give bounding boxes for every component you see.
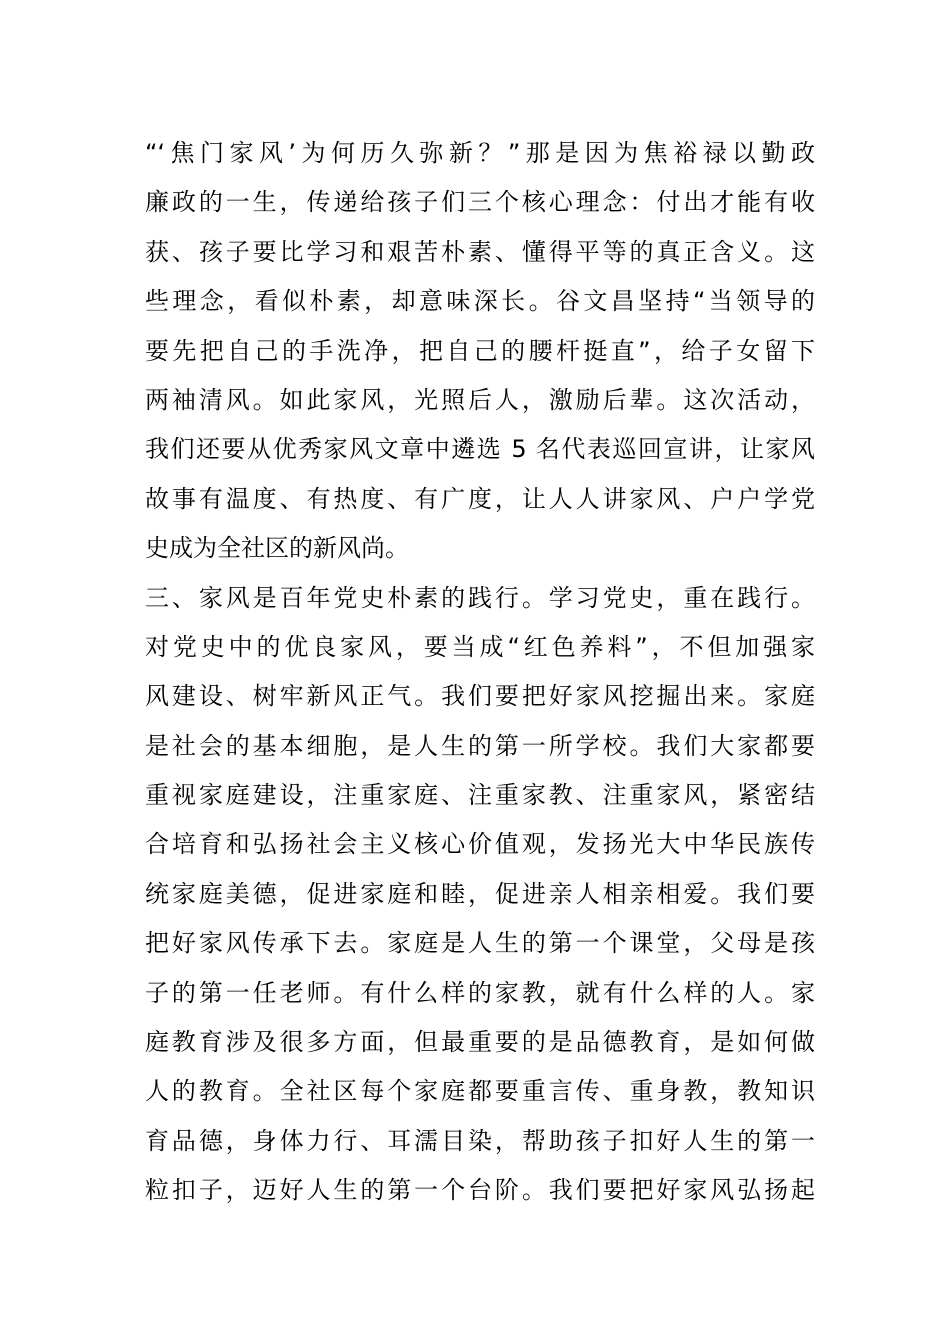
text-line: 粒扣子，迈好人生的第一个台阶。我们要把好家风弘扬起 xyxy=(145,1176,815,1205)
text-line: 两袖清风。如此家风，光照后人，激励后辈。这次活动， xyxy=(145,385,815,414)
text-line: 史成为全社区的新风尚。 xyxy=(145,534,409,563)
text-line: 重视家庭建设，注重家庭、注重家教、注重家风，紧密结 xyxy=(145,781,815,810)
text-line: 把好家风传承下去。家庭是人生的第一个课堂，父母是孩 xyxy=(145,929,815,958)
text-line: 廉政的一生，传递给孩子们三个核心理念：付出才能有收 xyxy=(145,188,815,217)
text-line: 子的第一任老师。有什么样的家教，就有什么样的人。家 xyxy=(145,978,815,1007)
text-line: 风建设、树牢新风正气。我们要把好家风挖掘出来。家庭 xyxy=(145,682,815,711)
text-line: 我们还要从优秀家风文章中遴选 5 名代表巡回宣讲，让家风 xyxy=(145,435,815,464)
text-line: 故事有温度、有热度、有广度，让人人讲家风、户户学党 xyxy=(145,484,815,513)
body-text xyxy=(145,129,815,1216)
text-line: 对党史中的优良家风，要当成“红色养料”，不但加强家 xyxy=(145,632,815,661)
text-line: “‘焦门家风’为何历久弥新？”那是因为焦裕禄以勤政 xyxy=(145,139,815,167)
text-line: 庭教育涉及很多方面，但最重要的是品德教育，是如何做 xyxy=(145,1028,815,1057)
text-line: 获、孩子要比学习和艰苦朴素、懂得平等的真正含义。这 xyxy=(145,237,815,266)
text-line: 统家庭美德，促进家庭和睦，促进亲人相亲相爱。我们要 xyxy=(145,879,815,908)
text-line: 合培育和弘扬社会主义核心价值观，发扬光大中华民族传 xyxy=(145,830,815,859)
text-line: 育品德，身体力行、耳濡目染，帮助孩子扣好人生的第一 xyxy=(145,1126,815,1155)
text-line: 是社会的基本细胞，是人生的第一所学校。我们大家都要 xyxy=(145,731,815,760)
text-line: 三、家风是百年党史朴素的践行。学习党史，重在践行。 xyxy=(145,583,815,612)
text-line: 要先把自己的手洗净，把自己的腰杆挺直”，给子女留下 xyxy=(145,336,815,365)
text-line: 人的教育。全社区每个家庭都要重言传、重身教，教知识 xyxy=(145,1077,815,1106)
text-line: 些理念，看似朴素，却意味深长。谷文昌坚持“当领导的 xyxy=(145,287,815,316)
